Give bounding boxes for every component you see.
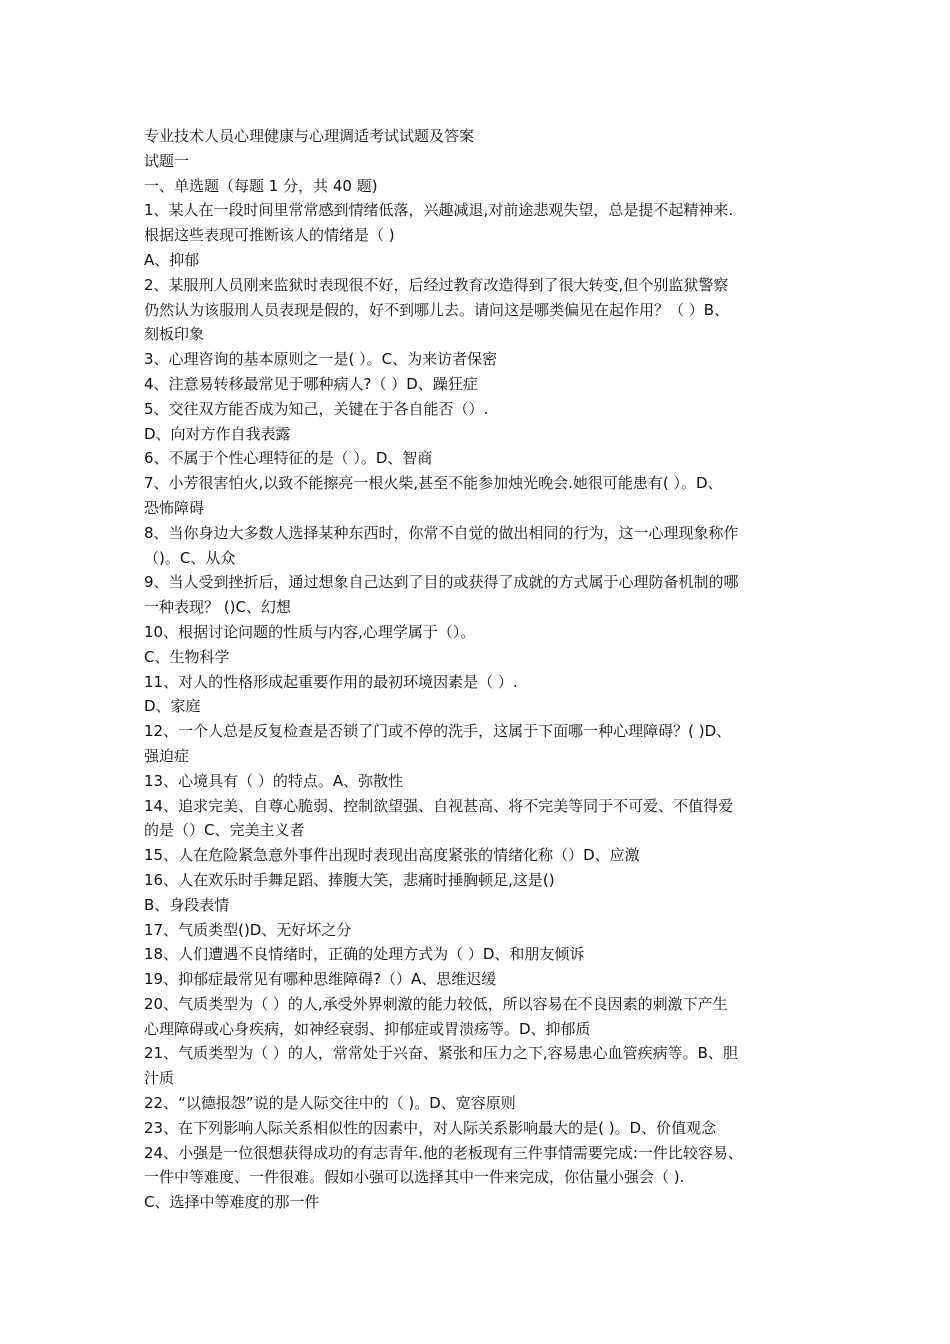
- text-line: 刻板印象: [144, 325, 205, 344]
- text-line: 汁质: [144, 1069, 175, 1088]
- text-line: 18、人们遭遇不良情绪时，正确的处理方式为（ ）D、和朋友倾诉: [144, 945, 585, 964]
- text-line: D、向对方作自我表露: [144, 424, 291, 443]
- text-line: 24、小强是一位很想获得成功的有志青年.他的老板现有三件事情需要完成:一件比较容易、: [144, 1143, 743, 1162]
- text-line: 恐怖障碍: [144, 498, 205, 517]
- text-line: 19、抑郁症最常见有哪种思维障碍?（）A、思维迟缓: [144, 970, 497, 989]
- text-line: C、生物科学: [144, 647, 230, 666]
- text-line: 仍然认为该服刑人员表现是假的，好不到哪儿去。请问这是哪类偏见在起作用？（ ）B、: [144, 300, 730, 319]
- text-line: 一件中等难度、一件很难。假如小强可以选择其中一件来完成，你估量小强会（ ).: [144, 1168, 685, 1187]
- text-line: 8、当你身边大多数人选择某种东西时，你常不自觉的做出相同的行为，这一心理现象称作: [144, 523, 739, 542]
- text-line: 6、不属于个性心理特征的是（ ）。D、智商: [144, 449, 433, 468]
- text-line: D、家庭: [144, 697, 201, 716]
- text-line: 一种表现？ ()C、幻想: [144, 598, 291, 617]
- text-line: 9、当人受到挫折后，通过想象自己达到了目的或获得了成就的方式属于心理防备机制的哪: [144, 573, 739, 592]
- document-body: [144, 124, 812, 1215]
- text-line: （)。C、从众: [144, 548, 236, 567]
- text-line: 21、气质类型为（ ）的人，常常处于兴奋、紧张和压力之下,容易患心血管疾病等。B、胆: [144, 1044, 738, 1063]
- text-line: 心理障碍或心身疾病，如神经衰弱、抑郁症或胃溃疡等。D、抑郁质: [144, 1019, 591, 1038]
- text-line: 7、小芳很害怕火,以致不能擦亮一根火柴,甚至不能参加烛光晚会.她很可能患有( ）。D、: [144, 474, 723, 493]
- text-line: 5、交往双方能否成为知己，关键在于各自能否（）.: [144, 399, 489, 418]
- text-line: 14、追求完美、自尊心脆弱、控制欲望强、自视甚高、将不完美等同于不可爱、不值得爱: [144, 796, 734, 815]
- text-line: 10、根据讨论问题的性质与内容,心理学属于（）。: [144, 622, 476, 641]
- text-line: 的是（）C、完美主义者: [144, 821, 305, 840]
- text-line: 1、某人在一段时间里常常感到情绪低落，兴趣减退,对前途悲观失望，总是提不起精神来.: [144, 201, 734, 220]
- text-line: 12、一个人总是反复检查是否锁了门或不停的洗手，这属于下面哪一种心理障碍？( )D、: [144, 722, 732, 741]
- text-line: 强迫症: [144, 746, 190, 765]
- part-heading: 一、单选题（每题 1 分，共 40 题): [144, 176, 378, 195]
- text-line: C、选择中等难度的那一件: [144, 1193, 320, 1212]
- text-line: A、抑郁: [144, 250, 200, 269]
- text-line: 15、人在危险紧急意外事件出现时表现出高度紧张的情绪化称（）D、应激: [144, 846, 640, 865]
- text-line: 22、“以德报怨”说的是人际交往中的（ )。D、宽容原则: [144, 1094, 516, 1113]
- text-line: 17、气质类型()D、无好坏之分: [144, 920, 352, 939]
- text-line: 23、在下列影响人际关系相似性的因素中，对人际关系影响最大的是( )。D、价值观念: [144, 1118, 717, 1137]
- text-line: 16、人在欢乐时手舞足蹈、捧腹大笑，悲痛时捶胸顿足,这是(): [144, 870, 555, 889]
- text-line: 11、对人的性格形成起重要作用的最初环境因素是（ ）.: [144, 672, 518, 691]
- text-line: B、身段表情: [144, 895, 230, 914]
- text-line: 13、心境具有（ ）的特点。A、弥散性: [144, 771, 404, 790]
- text-line: 3、心理咨询的基本原则之一是( ）。C、为来访者保密: [144, 350, 498, 369]
- text-line: 根据这些表现可推断该人的情绪是（ ): [144, 226, 395, 245]
- document-title: 专业技术人员心理健康与心理调适考试试题及答案: [144, 127, 475, 145]
- question-list: [144, 198, 812, 1215]
- text-line: 20、气质类型为（ ）的人,承受外界刺激的能力较低，所以容易在不良因素的刺激下产生: [144, 994, 728, 1013]
- text-line: 2、某服刑人员刚来监狱时表现很不好，后经过教育改造得到了很大转变,但个别监狱警察: [144, 275, 729, 294]
- section-heading: 试题一: [144, 151, 190, 170]
- text-line: 4、注意易转移最常见于哪种病人?（ ）D、躁狂症: [144, 374, 478, 393]
